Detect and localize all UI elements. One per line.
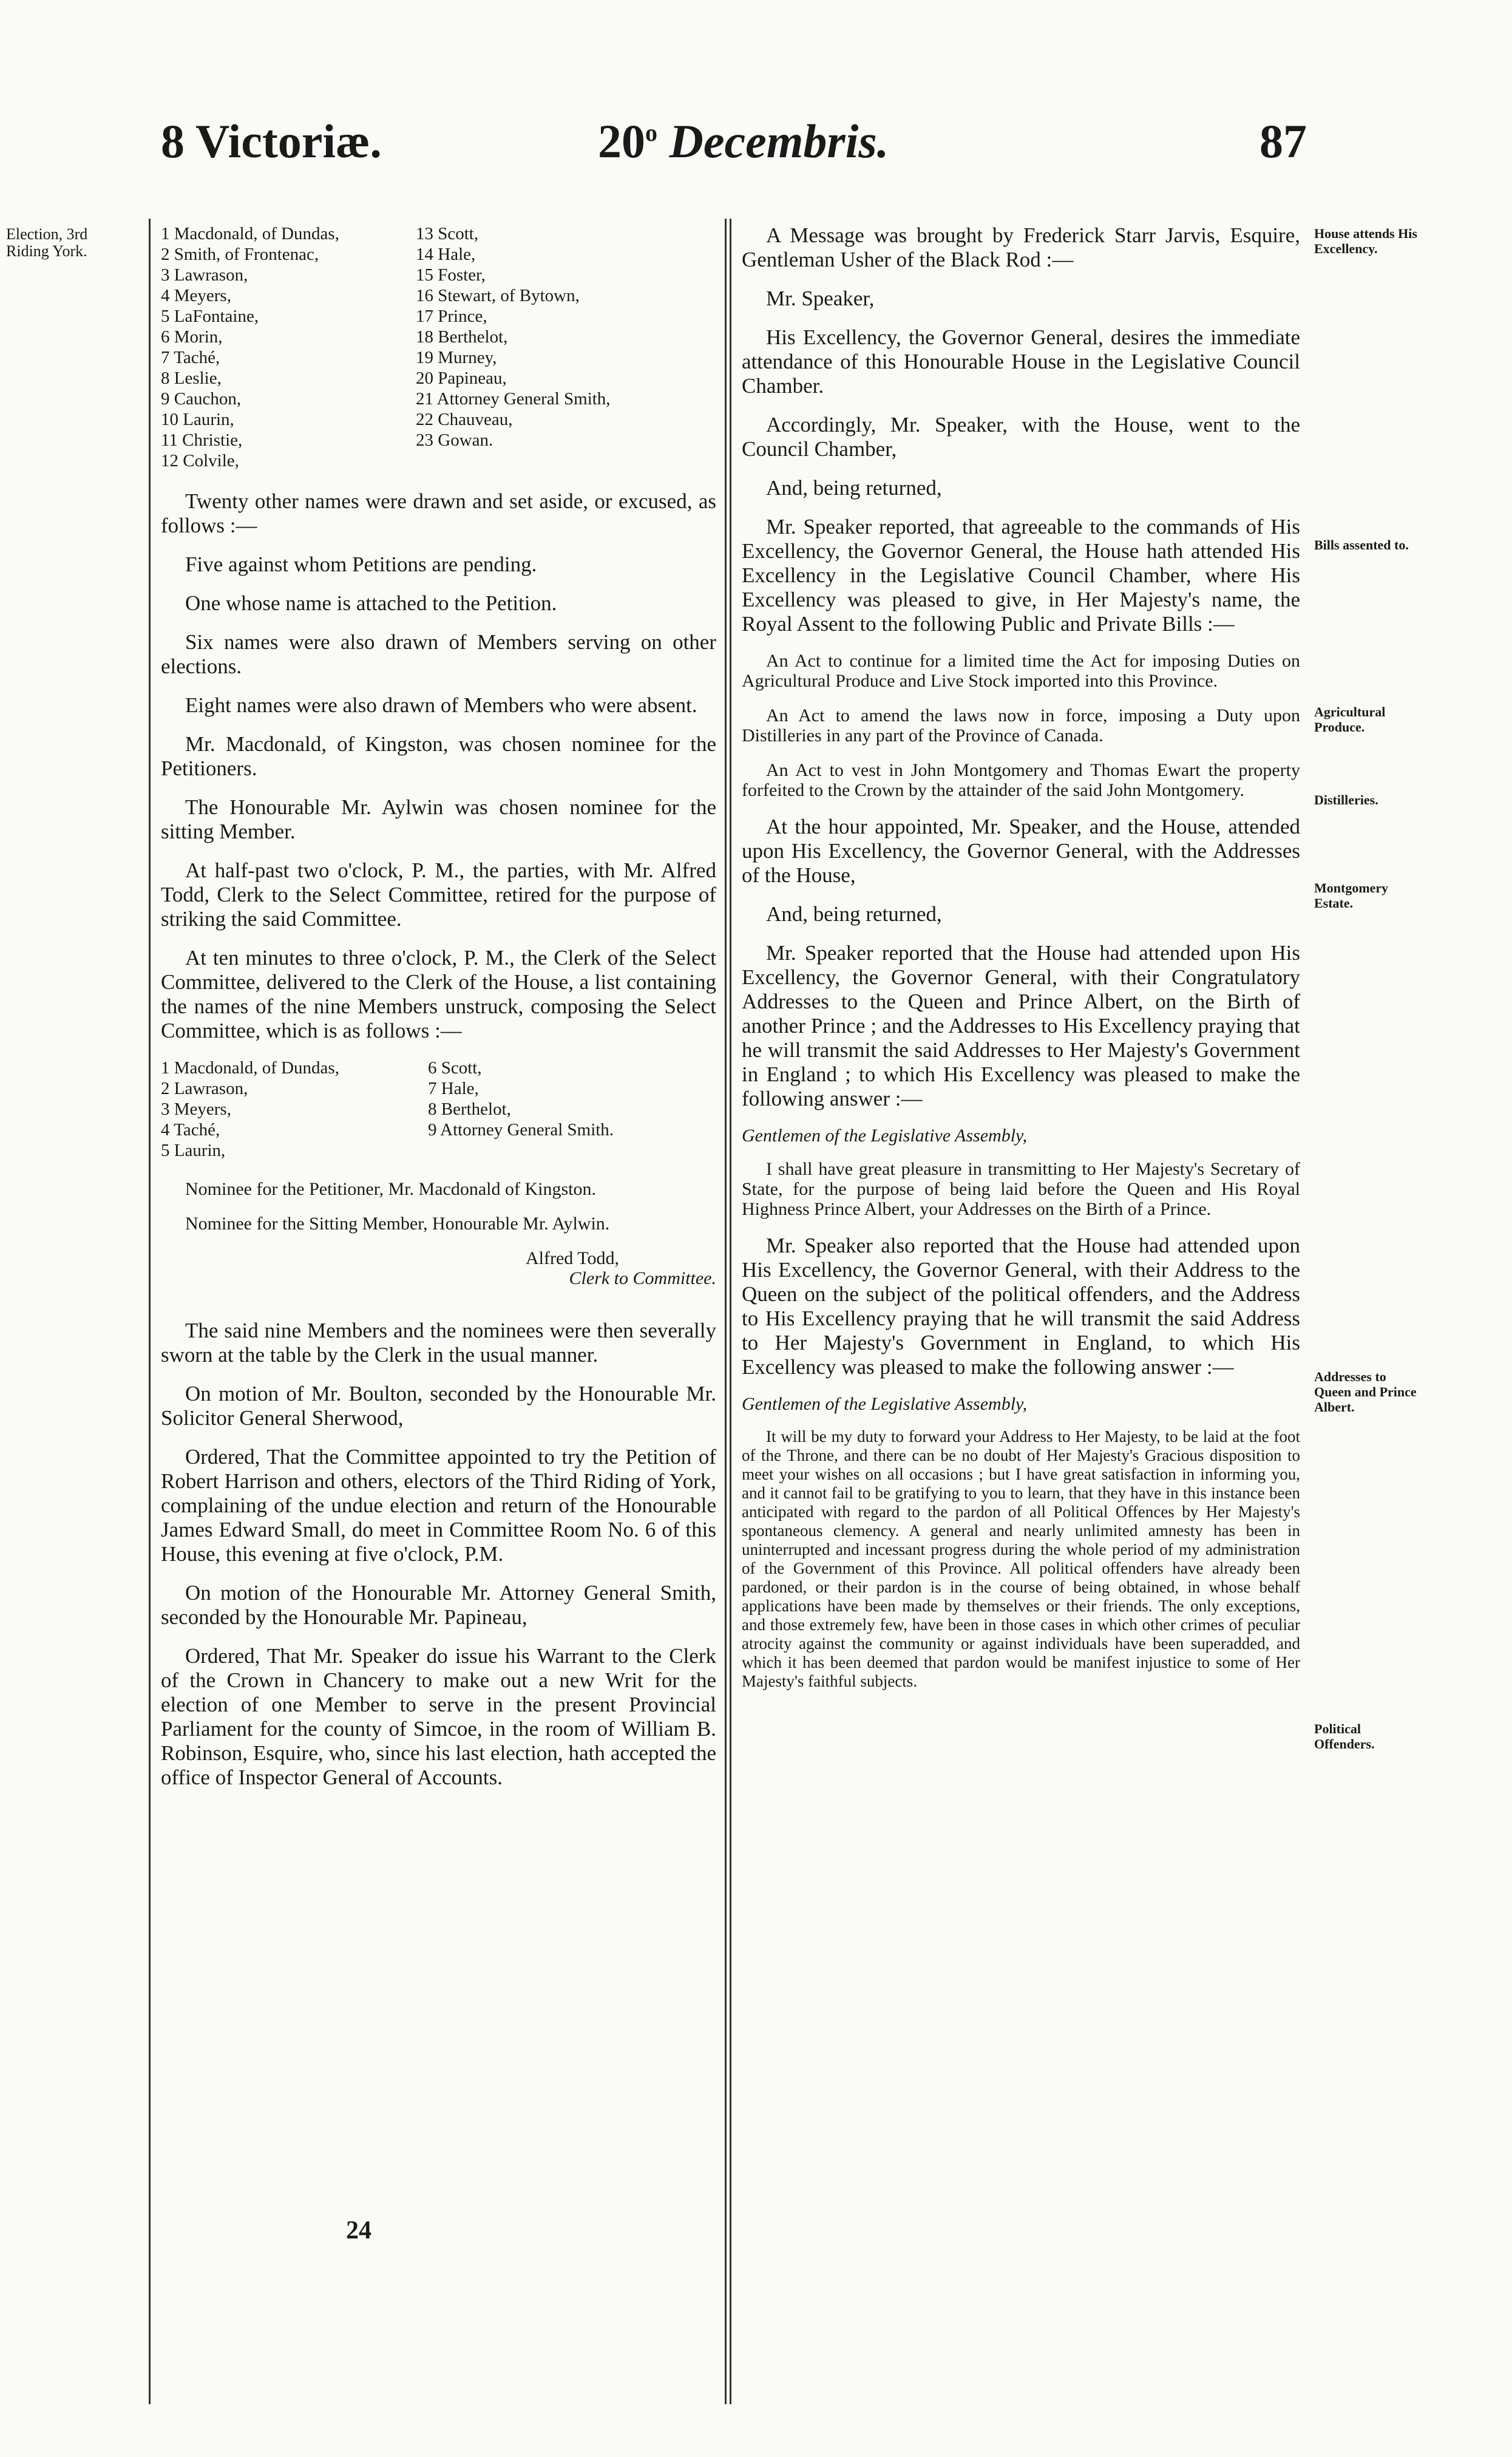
- answer-2-title: Gentlemen of the Legislative Assembly,: [742, 1394, 1028, 1414]
- paragraph: Mr. Speaker reported that the House had attended upon His Excellency, the Governor General, with their Congratulatory Addresses to the Queen and Prince Albert, on the Birth of another Prince ; and the Addresses to His Excellency praying that he will transmit the said Addresses to Her Majesty's Government in England ; to which His Excellency was pleased to make the following answer :—: [742, 941, 1300, 1110]
- right-column: [742, 223, 1300, 1705]
- act-title: An Act to continue for a limited time the Act for imposing Duties on Agricultural Produce and Live Stock imported into this Province.: [742, 651, 1300, 691]
- answer-2-text: It will be my duty to forward your Address to Her Majesty, to be laid at the foot of the Throne, and there can be no doubt of Her Majesty's Gracious disposition to meet your wishes on all occasions ; but I have great satisfaction in informing you, and it cannot fail to be gratifying to you to learn, that they have in this instance been anticipated with regard to the pardon of all Political Offences by Her Majesty's spontaneous clemency. A general and nearly unlimited amnesty has been in uninterrupted and incessant progress during the whole period of my administration of the Government of this Province. All political offenders have already been pardoned, or their pardon is in the course of being obtained, in whose behalf applications have been made by themselves or their friends. The only exceptions, and those extremely few, have been in those cases in which other crimes of peculiar atrocity against the community or against individuals have been superadded, and which it has been deemed that pardon would be manifest injustice to some of Her Majesty's faithful subjects.: [742, 1427, 1300, 1690]
- left-column: [161, 223, 716, 1804]
- answer-1-text: I shall have great pleasure in transmitting to Her Majesty's Secretary of State, for the purpose of being laid before the Queen and His Royal Highness Prince Albert, your Addresses on the Birth of a Prince.: [742, 1159, 1300, 1219]
- member-name: 19 Murney,: [416, 348, 497, 367]
- committee-member-name: 2 Lawrason,: [161, 1079, 248, 1098]
- paragraph: A Message was brought by Frederick Starr Jarvis, Esquire, Gentleman Usher of the Black Rod :—: [742, 223, 1300, 271]
- paragraph: Ordered, That Mr. Speaker do issue his Warrant to the Clerk of the Crown in Chancery to make out a new Writ for the election of one Member to serve in the present Provincial Parliament for the county of Simcoe, in the room of William B. Robinson, Esquire, who, since his last election, hath accepted the office of Inspector General of Accounts.: [161, 1644, 716, 1789]
- paragraph: On motion of Mr. Boulton, seconded by the Honourable Mr. Solicitor General Sherwood,: [161, 1382, 716, 1430]
- committee-member-name: 8 Berthelot,: [428, 1099, 511, 1119]
- nominee-line: Nominee for the Petitioner, Mr. Macdonald of Kingston.: [185, 1179, 597, 1199]
- right-paragraphs-3: [742, 1234, 1300, 1379]
- paragraph: Mr. Macdonald, of Kingston, was chosen nominee for the Petitioners.: [161, 732, 716, 780]
- paragraph: The Honourable Mr. Aylwin was chosen nominee for the sitting Member.: [161, 795, 716, 843]
- member-name: 17 Prince,: [416, 307, 487, 326]
- member-name: 16 Stewart, of Bytown,: [416, 286, 580, 305]
- left-paragraphs-1: [161, 489, 716, 1043]
- paragraph: And, being returned,: [766, 902, 942, 926]
- page-number-bottom: 24: [346, 2217, 371, 2245]
- member-name: 10 Laurin,: [161, 410, 234, 429]
- date-day: 20: [598, 115, 645, 168]
- committee-member-name: 4 Taché,: [161, 1120, 220, 1140]
- paragraph: Six names were also drawn of Members serving on other elections.: [161, 630, 716, 678]
- margin-note-election: Election, 3rd Riding York.: [6, 225, 88, 260]
- right-paragraphs-1: [742, 223, 1300, 636]
- names-list-committee: [161, 1058, 716, 1161]
- committee-member-name: 7 Hale,: [428, 1079, 479, 1098]
- paragraph: Ordered, That the Committee appointed to try the Petition of Robert Harrison and others, electors of the Third Riding of York, complaining of the undue election and return of the Honourable James Edward Small, do meet in Committee Room No. 6 of this House, this evening at five o'clock, P.M.: [161, 1445, 716, 1566]
- names-list-drawn-col2: [416, 223, 611, 471]
- member-name: 8 Leslie,: [161, 369, 222, 388]
- member-name: 18 Berthelot,: [416, 327, 508, 347]
- answer-1-title: Gentlemen of the Legislative Assembly,: [742, 1126, 1028, 1146]
- member-name: 9 Cauchon,: [161, 389, 242, 409]
- member-name: 13 Scott,: [416, 224, 479, 243]
- paragraph: On motion of the Honourable Mr. Attorney General Smith, seconded by the Honourable Mr. Papineau,: [161, 1581, 716, 1629]
- act-title: An Act to amend the laws now in force, imposing a Duty upon Distilleries in any part of the Province of Canada.: [742, 705, 1300, 746]
- member-name: 5 LaFontaine,: [161, 307, 259, 326]
- paragraph: Five against whom Petitions are pending.: [185, 552, 537, 576]
- margin-note-political: Political Offenders.: [1314, 1721, 1375, 1752]
- date-heading: [598, 114, 889, 169]
- committee-member-name: 9 Attorney General Smith.: [428, 1120, 614, 1140]
- signature: [161, 1248, 716, 1288]
- member-name: 23 Gowan.: [416, 430, 493, 450]
- page-header: [0, 114, 1512, 181]
- left-paragraphs-2: [161, 1179, 716, 1234]
- member-name: 15 Foster,: [416, 265, 486, 285]
- member-name: 11 Christie,: [161, 430, 243, 450]
- margin-note-house-attends: House attends His Excellency.: [1314, 226, 1417, 256]
- signature-name: Alfred Todd,: [526, 1248, 619, 1268]
- left-paragraphs-3: [161, 1319, 716, 1790]
- paragraph: At half-past two o'clock, P. M., the parties, with Mr. Alfred Todd, Clerk to the Select Committee, retired for the purpose of striking the said Committee.: [161, 858, 716, 931]
- margin-note-distilleries: Distilleries.: [1314, 792, 1378, 807]
- center-rule-a: [725, 219, 727, 2404]
- member-name: 2 Smith, of Frontenac,: [161, 245, 319, 264]
- left-rule: [149, 219, 151, 2404]
- date-month: Decembris.: [669, 115, 889, 168]
- act-title: An Act to vest in John Montgomery and Thomas Ewart the property forfeited to the Crown by the attainder of the said John Montgomery.: [742, 760, 1300, 800]
- acts-list: [742, 651, 1300, 800]
- member-name: 20 Papineau,: [416, 369, 507, 388]
- names-list-drawn-col1: [161, 223, 416, 471]
- paragraph: At the hour appointed, Mr. Speaker, and the House, attended upon His Excellency, the Governor General, with the Addresses of the House,: [742, 815, 1300, 887]
- page-number-top: 87: [1259, 115, 1307, 168]
- center-rule-b: [730, 219, 731, 2404]
- committee-member-name: 5 Laurin,: [161, 1141, 226, 1160]
- right-paragraphs-2: [742, 815, 1300, 1111]
- committee-member-name: 1 Macdonald, of Dundas,: [161, 1058, 339, 1078]
- names-list-committee-col1: [161, 1058, 428, 1161]
- member-name: 4 Meyers,: [161, 286, 231, 305]
- margin-note-bills: Bills assented to.: [1314, 537, 1409, 552]
- paragraph: Eight names were also drawn of Members who were absent.: [185, 693, 697, 717]
- member-name: 22 Chauveau,: [416, 410, 513, 429]
- paragraph: And, being returned,: [766, 476, 942, 500]
- paragraph: One whose name is attached to the Petition.: [185, 591, 557, 615]
- signature-title: Clerk to Committee.: [569, 1268, 716, 1288]
- regnal-year: 8 Victoriæ.: [161, 115, 382, 168]
- member-name: 12 Colvile,: [161, 451, 239, 471]
- margin-note-montgomery: Montgomery Estate.: [1314, 880, 1389, 911]
- paragraph: Mr. Speaker reported, that agreeable to the commands of His Excellency, the Governor General, the House hath attended His Excellency in the Legislative Council Chamber, where His Excellency was pleased to give, in Her Majesty's name, the Royal Assent to the following Public and Private Bills :—: [742, 515, 1300, 636]
- names-list-drawn: [161, 223, 716, 471]
- margin-note-agricultural: Agricultural Produce.: [1314, 704, 1386, 735]
- paragraph: Twenty other names were drawn and set aside, or excused, as follows :—: [161, 489, 716, 537]
- member-name: 14 Hale,: [416, 245, 476, 264]
- date-sup: o: [645, 119, 657, 146]
- committee-member-name: 3 Meyers,: [161, 1099, 231, 1119]
- paragraph: Mr. Speaker also reported that the House had attended upon His Excellency, the Governor General, with their Address to the Queen on the subject of the political offenders, and the Address to His Excellency praying that he will transmit the said Address to Her Majesty's Government in England, to which His Excellency was pleased to make the following answer :—: [742, 1234, 1300, 1379]
- committee-member-name: 6 Scott,: [428, 1058, 482, 1078]
- paragraph: Mr. Speaker,: [766, 287, 875, 310]
- paragraph: The said nine Members and the nominees were then severally sworn at the table by the Clerk in the usual manner.: [161, 1319, 716, 1367]
- member-name: 21 Attorney General Smith,: [416, 389, 611, 409]
- paragraph: At ten minutes to three o'clock, P. M., the Clerk of the Select Committee, delivered to the Clerk of the House, a list containing the names of the nine Members unstruck, composing the Select Committee, which is as follows :—: [161, 946, 716, 1042]
- member-name: 6 Morin,: [161, 327, 223, 347]
- margin-note-addresses: Addresses to Queen and Prince Albert.: [1314, 1369, 1417, 1415]
- member-name: 3 Lawrason,: [161, 265, 248, 285]
- names-list-committee-col2: [428, 1058, 614, 1161]
- nominee-line: Nominee for the Sitting Member, Honourable Mr. Aylwin.: [185, 1214, 610, 1234]
- paragraph: His Excellency, the Governor General, desires the immediate attendance of this Honourable House in the Legislative Council Chamber.: [742, 325, 1300, 398]
- member-name: 1 Macdonald, of Dundas,: [161, 224, 339, 243]
- paragraph: Accordingly, Mr. Speaker, with the House, went to the Council Chamber,: [742, 413, 1300, 461]
- member-name: 7 Taché,: [161, 348, 220, 367]
